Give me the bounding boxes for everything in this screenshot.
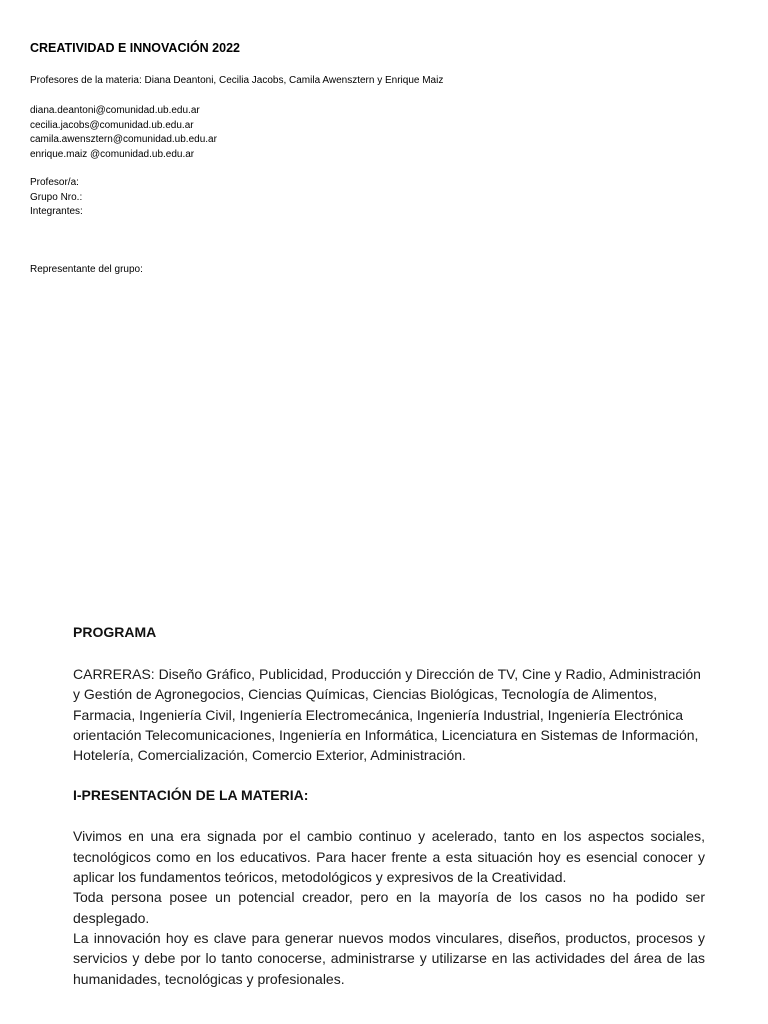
email-item: camila.awensztern@comunidad.ub.edu.ar [30, 134, 217, 145]
careers-paragraph: CARRERAS: Diseño Gráfico, Publicidad, Producción y Dirección de TV, Cine y Radio, Administración y Gestión de Agronegocios, Ciencias Químicas, Ciencias Biológicas, Tecnología de Alimentos, Farmacia, Ingeniería Civil, Ingeniería Electromecánica, Ingeniería Industrial, Ingeniería Electrónica orientación Telecomunicaciones, Ingeniería en Informática, Licenciatura en Sistemas de Información, Hotelería, Comercialización, Comercio Exterior, Administración. [73, 666, 701, 764]
presentation-paragraph: Vivimos en una era signada por el cambio continuo y acelerado, tanto en los aspectos sociales, tecnológicos como en los educativos. Para hacer frente a esta situación hoy es esencial conocer y aplicar los fundamentos teóricos, metodológicos y expresivos de la Creatividad. [73, 828, 705, 886]
field-representative: Representante del grupo: [30, 264, 143, 275]
group-fields [30, 176, 83, 220]
field-professor: Profesor/a: [30, 177, 79, 188]
presentation-heading: I-PRESENTACIÓN DE LA MATERIA: [73, 787, 309, 804]
presentation-body [73, 826, 705, 988]
program-section [73, 622, 705, 989]
presentation-paragraph: La innovación hoy es clave para generar nuevos modos vinculares, diseños, productos, procesos y servicios y debe por lo tanto conocerse, administrarse y utilizarse en las actividades del área de las humanidades, tecnológicas y profesionales. [73, 929, 705, 987]
email-item: cecilia.jacobs@comunidad.ub.edu.ar [30, 119, 194, 131]
email-item: diana.deantoni@comunidad.ub.edu.ar [30, 105, 200, 116]
program-heading: PROGRAMA [73, 624, 157, 640]
document-title: CREATIVIDAD E INNOVACIÓN 2022 [30, 41, 240, 55]
email-list [30, 104, 217, 162]
field-members: Integrantes: [30, 206, 83, 217]
email-item: enrique.maiz @comunidad.ub.edu.ar [30, 148, 195, 160]
professors-line: Profesores de la materia: Diana Deantoni, Cecilia Jacobs, Camila Awensztern y Enrique Maiz [30, 75, 444, 86]
presentation-paragraph: Toda persona posee un potencial creador, pero en la mayoría de los casos no ha podido ser desplegado. [73, 889, 705, 926]
field-group-number: Grupo Nro.: [30, 191, 83, 203]
